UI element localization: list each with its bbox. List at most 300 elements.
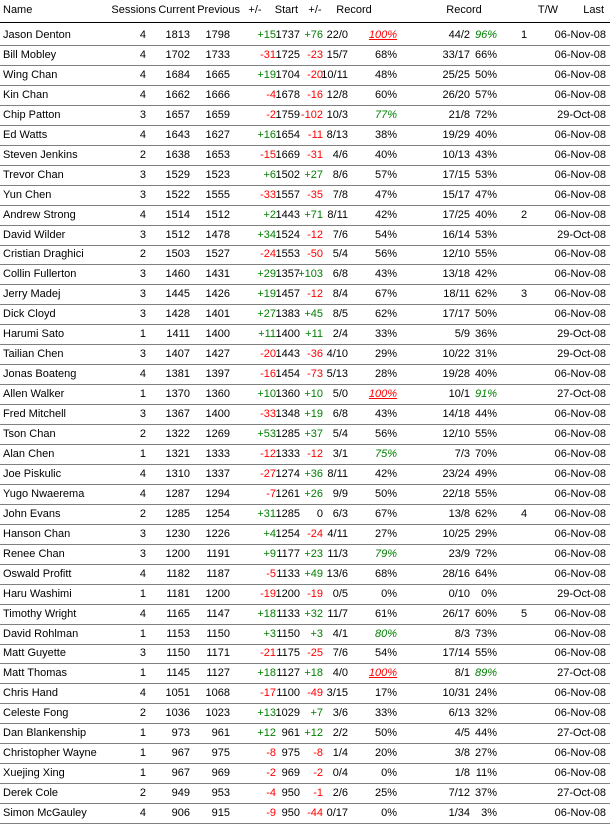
table-row <box>0 384 610 405</box>
cell-change-start: -36 <box>307 348 323 361</box>
cell-pct-recent: 50% <box>374 487 397 500</box>
cell-last: 06-Nov-08 <box>554 707 606 720</box>
cell-pct-overall: 40% <box>474 128 497 141</box>
cell-change-start: -8 <box>313 747 323 760</box>
cell-pct-recent: 57% <box>374 168 397 181</box>
cell-sessions: 2 <box>139 787 146 800</box>
cell-pct-overall: 55% <box>474 487 497 500</box>
cell-name: Andrew Strong <box>3 208 76 221</box>
cell-tw: 5 <box>520 607 528 620</box>
cell-record-overall: 17/14 <box>442 647 470 660</box>
cell-pct-recent: 33% <box>374 707 397 720</box>
cell-name: Derek Cole <box>3 787 59 800</box>
cell-change-start: +23 <box>304 547 323 560</box>
table-row <box>0 165 610 186</box>
cell-previous: 1659 <box>205 108 230 121</box>
cell-record-recent: 4/1 <box>332 627 348 640</box>
cell-record-recent: 22/0 <box>326 29 348 41</box>
cell-pct-recent: 100% <box>368 29 397 41</box>
table-row <box>0 45 610 66</box>
cell-name: Bill Mobley <box>3 48 57 61</box>
cell-sessions: 3 <box>139 168 146 181</box>
cell-previous: 1191 <box>206 547 230 560</box>
cell-change-previous: -5 <box>266 567 276 580</box>
cell-start: 1100 <box>276 687 300 700</box>
cell-pct-overall: 89% <box>474 667 497 680</box>
cell-start: 969 <box>281 767 300 780</box>
cell-change-previous: -24 <box>260 248 276 261</box>
cell-name: Chip Patton <box>3 108 61 121</box>
cell-sessions: 4 <box>139 68 146 81</box>
cell-change-previous: -16 <box>260 368 276 381</box>
cell-pct-recent: 50% <box>374 727 397 740</box>
cell-tw <box>514 643 534 663</box>
cell-tw <box>514 324 534 344</box>
cell-previous: 1426 <box>205 288 230 301</box>
cell-current: 1200 <box>165 547 190 560</box>
cell-sessions: 4 <box>139 567 146 580</box>
cell-name: Xuejing Xing <box>3 767 65 780</box>
cell-tw <box>514 703 534 723</box>
cell-change-previous: +10 <box>257 388 276 401</box>
cell-change-previous: +16 <box>257 128 276 141</box>
cell-start: 950 <box>281 787 300 800</box>
cell-change-start: -73 <box>307 368 323 381</box>
cell-last: 06-Nov-08 <box>554 428 606 440</box>
cell-start: 1704 <box>275 68 300 81</box>
table-row <box>0 424 610 445</box>
cell-name: Cristian Draghici <box>3 248 84 261</box>
cell-last: 06-Nov-08 <box>554 288 606 301</box>
cell-last: 27-Oct-08 <box>557 787 606 800</box>
cell-current: 1230 <box>165 527 190 540</box>
cell-name: Yugo Nwaerema <box>3 487 85 500</box>
cell-previous: 1665 <box>205 68 230 81</box>
cell-last: 06-Nov-08 <box>554 527 606 540</box>
cell-current: 1051 <box>165 687 190 700</box>
cell-previous: 1397 <box>205 368 230 381</box>
cell-change-previous: +31 <box>257 507 276 520</box>
cell-pct-overall: 32% <box>474 707 497 720</box>
cell-pct-overall: 55% <box>474 647 497 660</box>
cell-change-previous: -31 <box>260 48 276 61</box>
cell-last: 29-Oct-08 <box>557 108 606 121</box>
cell-pct-overall: 49% <box>474 467 497 480</box>
table-row <box>0 584 610 605</box>
cell-change-start: +10 <box>304 388 323 401</box>
cell-start: 1348 <box>275 408 300 421</box>
cell-previous: 1653 <box>205 148 230 161</box>
cell-pct-overall: 36% <box>474 328 497 341</box>
header-change-previous: +/- <box>248 4 262 16</box>
cell-pct-recent: 48% <box>374 68 397 81</box>
cell-last: 06-Nov-08 <box>554 168 606 181</box>
cell-tw <box>514 105 534 125</box>
cell-change-start: +7 <box>310 707 323 720</box>
cell-record-overall: 7/12 <box>448 787 470 800</box>
cell-current: 1428 <box>165 308 190 321</box>
cell-change-start: -2 <box>313 767 323 780</box>
cell-name: Dan Blankenship <box>3 727 87 740</box>
cell-record-overall: 12/10 <box>442 428 470 440</box>
cell-change-start: +36 <box>304 467 323 480</box>
cell-tw <box>514 424 534 444</box>
cell-change-previous: -2 <box>266 767 276 780</box>
cell-change-previous: +15 <box>257 29 276 41</box>
table-row <box>0 284 610 305</box>
cell-change-start: -44 <box>307 807 323 820</box>
cell-pct-overall: 50% <box>474 308 497 321</box>
table-row <box>0 244 610 265</box>
cell-pct-recent: 68% <box>374 567 397 580</box>
cell-start: 1725 <box>275 48 300 61</box>
cell-sessions: 4 <box>139 607 146 620</box>
cell-previous: 1427 <box>205 348 230 361</box>
cell-record-overall: 5/9 <box>454 328 470 341</box>
cell-sessions: 3 <box>139 308 146 321</box>
cell-sessions: 3 <box>139 288 146 301</box>
cell-previous: 1147 <box>206 607 230 620</box>
cell-current: 1662 <box>165 88 190 101</box>
cell-record-overall: 44/2 <box>448 29 470 41</box>
cell-pct-overall: 72% <box>474 108 497 121</box>
cell-change-previous: +19 <box>257 288 276 301</box>
cell-tw <box>514 803 534 823</box>
cell-name: David Rohlman <box>3 627 79 640</box>
cell-last: 29-Oct-08 <box>557 348 606 361</box>
cell-tw <box>514 165 534 185</box>
cell-change-previous: -21 <box>260 647 276 660</box>
cell-start: 950 <box>281 807 300 820</box>
cell-change-start: +11 <box>305 328 323 341</box>
cell-tw: 2 <box>520 208 528 221</box>
cell-tw <box>514 145 534 165</box>
cell-start: 1261 <box>275 487 300 500</box>
cell-sessions: 3 <box>139 108 146 121</box>
cell-name: Collin Fullerton <box>3 268 77 281</box>
cell-last: 27-Oct-08 <box>557 727 606 740</box>
cell-change-start: +103 <box>298 268 323 281</box>
header-tw: T/W <box>537 4 559 16</box>
cell-start: 1133 <box>276 607 300 620</box>
cell-pct-recent: 54% <box>374 647 397 660</box>
cell-sessions: 2 <box>139 707 146 720</box>
cell-record-overall: 13/8 <box>448 507 470 520</box>
cell-pct-overall: 37% <box>474 787 497 800</box>
table-row <box>0 344 610 365</box>
cell-tw <box>514 264 534 284</box>
cell-pct-overall: 72% <box>474 547 497 560</box>
cell-pct-overall: 53% <box>474 168 497 181</box>
cell-current: 1145 <box>166 667 190 680</box>
cell-name: Jonas Boateng <box>3 368 77 381</box>
cell-record-overall: 10/22 <box>442 348 470 361</box>
cell-previous: 1733 <box>205 48 230 61</box>
table-row <box>0 803 610 824</box>
cell-tw <box>514 464 534 484</box>
cell-change-start: -31 <box>307 148 323 161</box>
cell-record-overall: 15/17 <box>442 188 470 201</box>
cell-last: 29-Oct-08 <box>557 328 606 341</box>
cell-pct-overall: 47% <box>474 188 497 201</box>
cell-last: 27-Oct-08 <box>557 667 606 680</box>
cell-pct-overall: 57% <box>474 88 497 101</box>
cell-sessions: 3 <box>139 547 146 560</box>
header-last: Last <box>583 4 604 16</box>
cell-start: 1285 <box>275 507 300 520</box>
cell-record-recent: 0/17 <box>326 807 348 820</box>
cell-pct-overall: 62% <box>474 507 497 520</box>
cell-change-previous: +3 <box>263 627 276 640</box>
cell-name: Chris Hand <box>3 687 59 700</box>
table-row <box>0 205 610 226</box>
cell-current: 1287 <box>165 487 190 500</box>
cell-pct-overall: 40% <box>474 208 497 221</box>
cell-last: 06-Nov-08 <box>554 368 606 381</box>
header-start: Start <box>274 4 298 16</box>
cell-change-start: -23 <box>307 48 323 61</box>
cell-name: Christopher Wayne <box>3 747 97 760</box>
cell-name: Matt Guyette <box>3 647 66 660</box>
cell-current: 1411 <box>166 328 190 341</box>
cell-pct-recent: 54% <box>374 228 397 241</box>
cell-change-previous: +18 <box>257 607 276 620</box>
header-record-overall: Record <box>446 4 482 16</box>
cell-record-recent: 15/7 <box>326 48 348 61</box>
cell-pct-overall: 70% <box>474 447 497 460</box>
table-row <box>0 544 610 565</box>
cell-last: 29-Oct-08 <box>557 228 606 241</box>
cell-change-previous: +13 <box>257 707 276 720</box>
cell-tw <box>514 763 534 783</box>
cell-change-previous: +6 <box>263 168 276 181</box>
cell-pct-overall: 44% <box>474 408 497 421</box>
cell-pct-overall: 62% <box>474 288 497 301</box>
cell-last: 06-Nov-08 <box>554 807 606 820</box>
cell-start: 1175 <box>276 647 300 660</box>
cell-tw <box>514 743 534 763</box>
cell-sessions: 4 <box>139 487 146 500</box>
table-row <box>0 524 610 545</box>
cell-record-overall: 10/13 <box>442 148 470 161</box>
cell-pct-overall: 91% <box>474 388 497 401</box>
cell-record-overall: 28/16 <box>442 567 470 580</box>
cell-pct-recent: 43% <box>374 268 397 281</box>
cell-previous: 1360 <box>205 388 230 401</box>
cell-pct-recent: 75% <box>374 447 397 460</box>
cell-change-previous: -4 <box>266 88 276 101</box>
cell-change-start: +3 <box>310 627 323 640</box>
cell-tw <box>514 484 534 504</box>
cell-current: 967 <box>171 767 190 780</box>
cell-change-previous: +18 <box>257 667 276 680</box>
cell-current: 1367 <box>165 408 190 421</box>
cell-record-recent: 6/8 <box>332 268 348 281</box>
cell-sessions: 2 <box>139 507 146 520</box>
cell-pct-overall: 60% <box>474 607 497 620</box>
cell-change-start: -50 <box>307 248 323 261</box>
cell-current: 1529 <box>165 168 190 181</box>
table-row <box>0 464 610 485</box>
cell-pct-recent: 29% <box>374 348 397 361</box>
cell-sessions: 1 <box>139 388 146 401</box>
cell-last: 06-Nov-08 <box>554 507 606 520</box>
cell-record-overall: 23/24 <box>442 467 470 480</box>
cell-record-recent: 2/6 <box>332 787 348 800</box>
cell-pct-overall: 53% <box>474 228 497 241</box>
cell-previous: 1187 <box>206 567 230 580</box>
table-row <box>0 683 610 704</box>
cell-name: Harumi Sato <box>3 328 65 341</box>
cell-change-start: -49 <box>307 687 323 700</box>
cell-record-overall: 6/13 <box>448 707 470 720</box>
table-row <box>0 604 610 625</box>
cell-pct-overall: 55% <box>474 428 497 440</box>
cell-previous: 1400 <box>205 408 230 421</box>
cell-sessions: 4 <box>139 29 146 41</box>
cell-pct-overall: 64% <box>474 567 497 580</box>
cell-name: Renee Chan <box>3 547 65 560</box>
cell-record-recent: 4/10 <box>326 348 348 361</box>
cell-record-recent: 3/1 <box>332 447 348 460</box>
cell-record-recent: 3/6 <box>332 707 348 720</box>
cell-record-overall: 23/9 <box>448 547 470 560</box>
table-row <box>0 703 610 724</box>
cell-record-recent: 9/9 <box>332 487 348 500</box>
cell-record-overall: 3/8 <box>454 747 470 760</box>
cell-name: Oswald Profitt <box>3 567 72 580</box>
cell-name: Yun Chen <box>3 188 52 201</box>
cell-pct-recent: 0% <box>381 587 397 600</box>
cell-change-previous: -9 <box>266 807 276 820</box>
cell-tw <box>514 783 534 803</box>
cell-change-start: +71 <box>304 208 323 221</box>
cell-name: Tailian Chen <box>3 348 64 361</box>
table-row <box>0 484 610 505</box>
cell-name: Simon McGauley <box>3 807 87 820</box>
cell-change-start: -1 <box>313 787 323 800</box>
cell-current: 1460 <box>165 268 190 281</box>
cell-change-start: -12 <box>307 228 323 241</box>
cell-change-previous: +27 <box>257 308 276 321</box>
cell-previous: 915 <box>211 807 230 820</box>
cell-pct-recent: 56% <box>374 428 397 440</box>
cell-previous: 1400 <box>205 328 230 341</box>
cell-tw <box>514 444 534 464</box>
cell-change-previous: -8 <box>266 747 276 760</box>
cell-pct-overall: 31% <box>474 348 497 361</box>
cell-change-start: -11 <box>307 128 323 141</box>
cell-last: 06-Nov-08 <box>554 188 606 201</box>
cell-current: 1153 <box>166 627 190 640</box>
table-row <box>0 643 610 664</box>
cell-tw: 1 <box>520 29 528 41</box>
cell-current: 1407 <box>165 348 190 361</box>
cell-current: 1181 <box>166 587 190 600</box>
cell-previous: 1294 <box>205 487 230 500</box>
cell-pct-overall: 55% <box>474 248 497 261</box>
cell-change-start: -25 <box>307 647 323 660</box>
cell-pct-recent: 100% <box>368 388 397 401</box>
cell-current: 1657 <box>165 108 190 121</box>
table-row <box>0 264 610 285</box>
cell-tw <box>514 683 534 703</box>
cell-record-recent: 2/2 <box>332 727 348 740</box>
table-row <box>0 564 610 585</box>
cell-current: 973 <box>171 727 190 740</box>
cell-change-start: +45 <box>304 308 323 321</box>
cell-start: 1357 <box>275 268 300 281</box>
cell-tw <box>514 624 534 644</box>
cell-record-recent: 5/13 <box>326 368 348 381</box>
cell-start: 1127 <box>276 667 300 680</box>
cell-change-start: +18 <box>304 667 323 680</box>
cell-pct-recent: 60% <box>374 88 397 101</box>
cell-pct-recent: 0% <box>381 767 397 780</box>
cell-sessions: 4 <box>139 88 146 101</box>
cell-last: 06-Nov-08 <box>554 607 606 620</box>
cell-current: 1522 <box>165 188 190 201</box>
cell-pct-recent: 42% <box>374 208 397 221</box>
cell-record-overall: 14/18 <box>442 408 470 421</box>
cell-last: 06-Nov-08 <box>554 467 606 480</box>
cell-pct-recent: 61% <box>374 607 397 620</box>
table-row <box>0 105 610 126</box>
cell-sessions: 3 <box>139 527 146 540</box>
cell-change-start: -12 <box>307 447 323 460</box>
cell-record-overall: 12/10 <box>442 248 470 261</box>
cell-change-start: +49 <box>304 567 323 580</box>
table-row <box>0 25 610 46</box>
cell-tw <box>514 125 534 145</box>
cell-pct-recent: 43% <box>374 408 397 421</box>
cell-tw <box>514 304 534 324</box>
cell-tw: 4 <box>520 507 528 520</box>
cell-previous: 1431 <box>205 268 230 281</box>
cell-tw <box>514 185 534 205</box>
cell-current: 1285 <box>165 507 190 520</box>
table-row <box>0 404 610 425</box>
table-row <box>0 743 610 764</box>
cell-start: 961 <box>281 727 300 740</box>
cell-change-previous: -12 <box>260 447 276 460</box>
cell-change-previous: +53 <box>257 428 276 440</box>
cell-record-recent: 0/4 <box>332 767 348 780</box>
cell-change-start: -12 <box>307 288 323 301</box>
cell-previous: 1512 <box>205 208 230 221</box>
cell-previous: 1798 <box>205 29 230 41</box>
cell-start: 1383 <box>275 308 300 321</box>
cell-sessions: 2 <box>139 148 146 161</box>
cell-previous: 1226 <box>205 527 230 540</box>
cell-current: 1182 <box>166 567 190 580</box>
cell-start: 1333 <box>275 447 300 460</box>
cell-tw <box>514 45 534 65</box>
table-row <box>0 504 610 525</box>
cell-pct-recent: 28% <box>374 368 397 381</box>
cell-current: 1813 <box>165 29 190 41</box>
cell-sessions: 1 <box>139 747 146 760</box>
cell-record-overall: 19/28 <box>442 368 470 381</box>
cell-start: 1502 <box>275 168 300 181</box>
cell-pct-overall: 24% <box>474 687 497 700</box>
cell-change-previous: -7 <box>266 487 276 500</box>
cell-name: Wing Chan <box>3 68 58 81</box>
cell-last: 06-Nov-08 <box>554 747 606 760</box>
cell-name: Fred Mitchell <box>3 408 66 421</box>
table-row <box>0 324 610 345</box>
cell-record-recent: 2/4 <box>332 328 348 341</box>
